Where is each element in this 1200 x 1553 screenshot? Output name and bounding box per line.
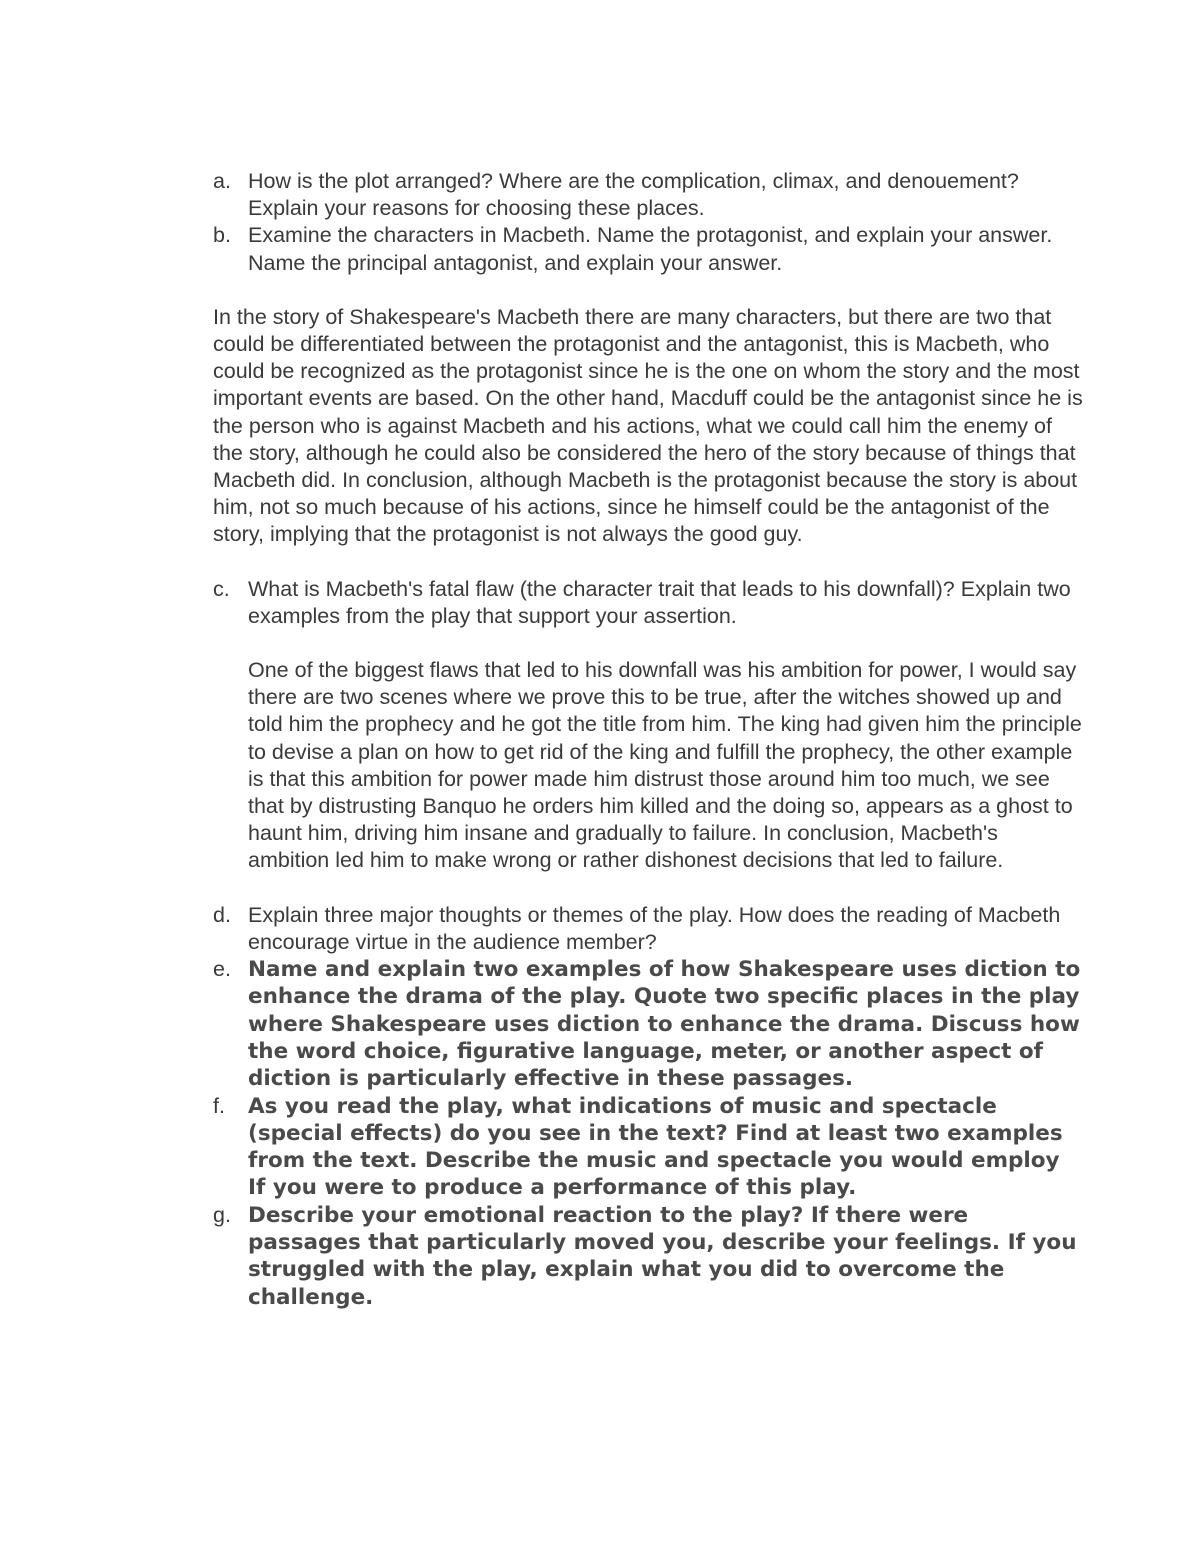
question-text: Explain three major thoughts or themes of the play. How does the reading of Macbeth encourage virtue in the audience member? xyxy=(248,902,1061,954)
question-g xyxy=(213,1202,1083,1311)
question-b xyxy=(213,222,1083,276)
list-marker: b. xyxy=(213,223,231,248)
list-marker: g. xyxy=(213,1202,231,1227)
question-a xyxy=(213,168,1083,222)
list-marker: e. xyxy=(213,957,231,982)
answer-c-paragraph: One of the biggest flaws that led to his downfall was his ambition for power, I would say there are two scenes where we prove this to be true, after the witches showed up and told him the prophecy and he got the title from him. The king had given him the principle to devise a plan on how to get rid of the king and fulfill the prophecy, the other example is that this ambition for power made him distrust those around him too much, we see that by distrusting Banquo he orders him killed and the doing so, appears as a ghost to haunt him, driving him insane and gradually to failure. In conclusion, Macbeth's ambition led him to make wrong or rather dishonest decisions that led to failure. xyxy=(248,658,1082,873)
question-d xyxy=(213,902,1083,956)
document-body xyxy=(213,168,1083,1311)
list-marker: f. xyxy=(213,1093,225,1118)
question-text: What is Macbeth's fatal flaw (the character trait that leads to his downfall)? Explain two examples from the play that support your assertion. xyxy=(248,576,1071,628)
bold-question-list xyxy=(213,956,1083,1311)
list-marker: a. xyxy=(213,169,231,193)
question-f xyxy=(213,1093,1083,1202)
list-marker: c. xyxy=(213,576,230,601)
question-text: How is the plot arranged? Where are the complication, climax, and denouement? Explain your reasons for choosing these places. xyxy=(248,169,1019,221)
list-marker: d. xyxy=(213,902,231,927)
question-text: Describe your emotional reaction to the play? If there were passages that particularly moved you, describe your feelings. If you struggled with the play, explain what you did to overcome the challenge. xyxy=(248,1202,1077,1310)
question-text: As you read the play, what indications of music and spectacle (special effects) do you see in the text? Find at least two examples from the text. Describe the music and spectacle you would employ If you were to produce a performance of this play. xyxy=(248,1093,1063,1201)
question-text: Examine the characters in Macbeth. Name the protagonist, and explain your answer. Name the principal antagonist, and explain your answer. xyxy=(248,223,1053,275)
answer-b-paragraph: In the story of Shakespeare's Macbeth there are many characters, but there are two that could be differentiated between the protagonist and the antagonist, this is Macbeth, who could be recognized as the protagonist since he is the one on whom the story and the most important events are based. On the other hand, Macduff could be the antagonist since he is the person who is against Macbeth and his actions, what we could call him the enemy of the story, although he could also be considered the hero of the story because of things that Macbeth did. In conclusion, although Macbeth is the protagonist because the story is about him, not so much because of his actions, since he himself could be the antagonist of the story, implying that the protagonist is not always the good guy. xyxy=(213,304,1083,547)
question-c xyxy=(213,576,1083,630)
question-text: Name and explain two examples of how Shakespeare uses diction to enhance the drama of the play. Quote two specific places in the play where Shakespeare uses diction to enhance the drama. Discuss how the word choice, figurative language, meter, or another aspect of diction is particularly effective in these passages. xyxy=(248,957,1081,1092)
question-e xyxy=(213,956,1083,1092)
